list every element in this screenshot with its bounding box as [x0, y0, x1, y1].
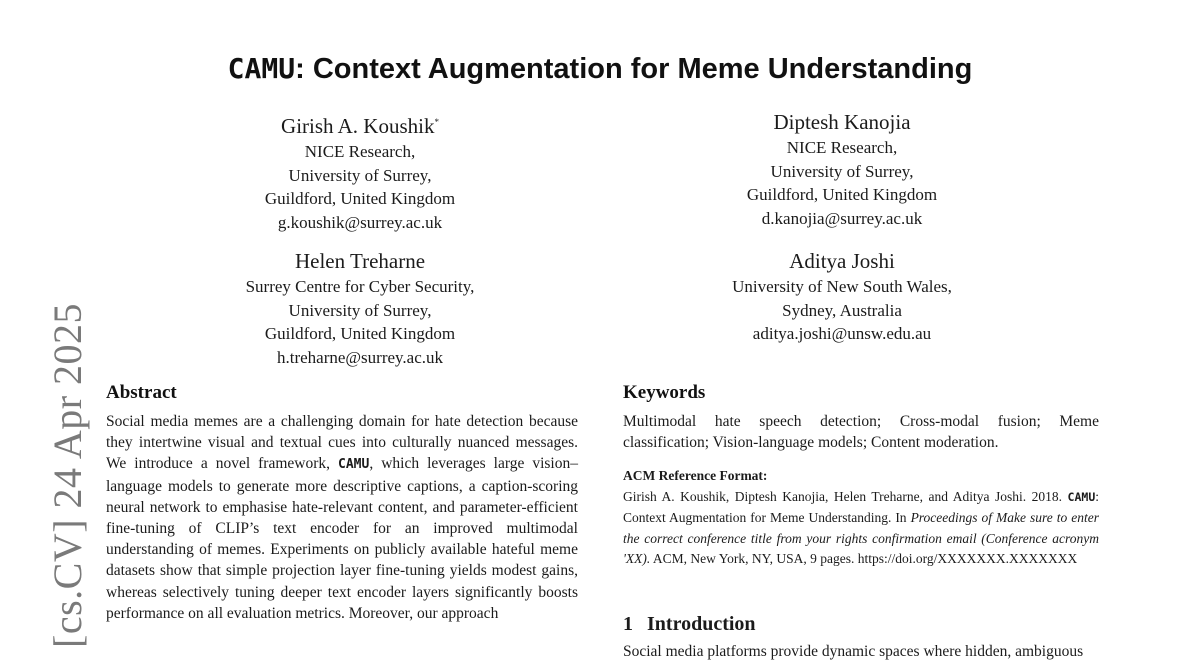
- section-title: Introduction: [647, 613, 756, 635]
- author-email: d.kanojia@surrey.ac.uk: [761, 208, 923, 228]
- title-rest: : Context Augmentation for Meme Understanding: [295, 53, 973, 85]
- author-name: Aditya Joshi: [789, 249, 895, 273]
- author-location: Guildford, United Kingdom: [746, 185, 938, 204]
- author-block: [160, 109, 560, 234]
- author-block: [160, 248, 560, 369]
- acm-reference-text: Girish A. Koushik, Diptesh Kanojia, Helen Treharne, and Aditya Joshi. 2018. CAMU: Context Augmentation for Meme Understanding. In Proceedings of Make sure to enter the correct conference title from your rights confirmation email (Conference acronym 'XX). ACM, New York, NY, USA, 9 pages. https://doi.org/XXXXXXX.XXXXXXX: [623, 489, 1100, 567]
- keywords-heading: Keywords: [623, 382, 706, 403]
- abstract-framework-name: CAMU: [338, 457, 370, 473]
- introduction-first-line: Social media platforms provide dynamic spaces where hidden, ambiguous: [623, 643, 1084, 660]
- acm-framework-name: CAMU: [1067, 490, 1096, 504]
- author-affiliation: University of Surrey,: [288, 165, 432, 185]
- author-email: aditya.joshi@unsw.edu.au: [752, 324, 932, 343]
- author-block: [642, 248, 1042, 346]
- author-name: Girish A. Koushik*: [281, 114, 439, 138]
- author-name: Diptesh Kanojia: [773, 110, 911, 134]
- title-framework-name: CAMU: [227, 52, 296, 85]
- author-affiliation: University of New South Wales,: [732, 277, 952, 296]
- acm-proceedings: Proceedings of Make sure to enter the correct conference title from your rights confirmation email (Conference acronym 'XX).: [623, 509, 1099, 567]
- abstract-text: Social media memes are a challenging domain for hate detection because they intertwine visual and textual cues into culturally nuanced messages. We introduce a novel framework, CAMU, which leverages large vision–language models to generate more descriptive captions, a caption-scoring neural network to emphasise hate-relevant content, and parameter-efficient fine-tuning of CLIP’s text encoder for an improved multimodal understanding of memes. Experiments on publicly available hateful meme datasets show that simple projection layer fine-tuning yields modest gains, whereas selectively tuning deeper text encoder layers significantly boosts performance on all evaluation metrics. Moreover, our approach: [106, 413, 578, 622]
- author-affiliation: Surrey Centre for Cyber Security,: [245, 277, 475, 296]
- keywords-text: Multimodal hate speech detection; Cross-modal fusion; Meme classification; Vision-language models; Content moderation.: [623, 413, 1099, 452]
- author-email: h.treharne@surrey.ac.uk: [276, 347, 444, 367]
- arxiv-side-stamp: [cs.CV] 24 Apr 2025: [45, 302, 90, 648]
- author-affiliation: University of Surrey,: [770, 161, 914, 181]
- author-affiliation: University of Surrey,: [288, 300, 432, 320]
- author-name: Helen Treharne: [294, 249, 426, 273]
- author-location: Guildford, United Kingdom: [264, 189, 456, 208]
- introduction-heading: [623, 613, 756, 636]
- author-block: [642, 109, 1042, 230]
- author-location: Sydney, Australia: [782, 300, 902, 320]
- author-footnote-marker: *: [434, 117, 439, 127]
- acm-reference-heading: ACM Reference Format:: [623, 468, 768, 483]
- author-location: Guildford, United Kingdom: [264, 324, 456, 343]
- section-number: 1: [623, 613, 633, 635]
- author-email: g.koushik@surrey.ac.uk: [277, 212, 443, 232]
- abstract-heading: Abstract: [106, 382, 177, 403]
- author-affiliation: NICE Research,: [304, 142, 416, 161]
- paper-title: [0, 52, 1200, 86]
- author-affiliation: NICE Research,: [786, 138, 898, 157]
